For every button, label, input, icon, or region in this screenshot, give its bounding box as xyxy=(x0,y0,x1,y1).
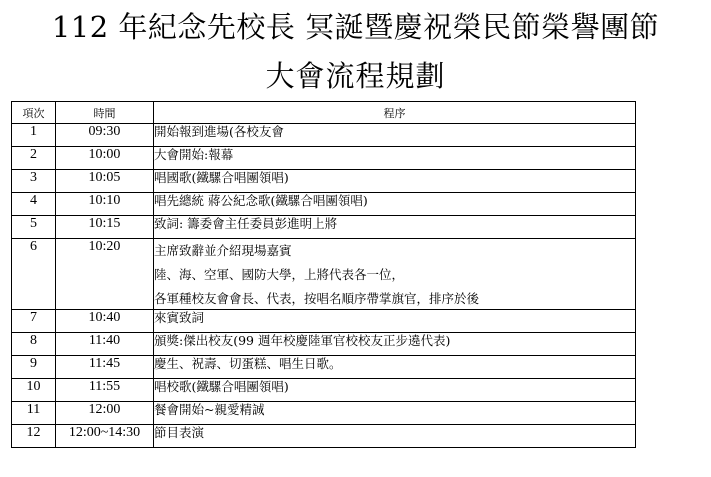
row-time: 12:00~14:30 xyxy=(56,425,154,448)
program-line: 慶生、祝壽、切蛋糕、唱生日歌。 xyxy=(154,356,342,371)
row-time: 10:00 xyxy=(56,147,154,170)
program-line: 主席致辭並介紹現場嘉賓 xyxy=(154,243,292,258)
table-row xyxy=(12,333,636,356)
row-program xyxy=(154,379,636,402)
row-time: 10:15 xyxy=(56,216,154,239)
table-row xyxy=(12,356,636,379)
program-line: 各軍種校友會會長、代表，按唱名順序帶掌旗官，排序於後 xyxy=(154,291,480,306)
row-number: 6 xyxy=(12,239,56,310)
row-number: 5 xyxy=(12,216,56,239)
row-program xyxy=(154,425,636,448)
row-number: 1 xyxy=(12,124,56,147)
program-line: 頒獎:傑出校友(99 週年校慶陸軍官校校友正步遶代表) xyxy=(154,333,451,348)
row-number: 8 xyxy=(12,333,56,356)
table-row xyxy=(12,193,636,216)
table-row xyxy=(12,402,636,425)
document-subtitle: 大會流程規劃 xyxy=(265,59,446,93)
row-program xyxy=(154,216,636,239)
table-row xyxy=(12,216,636,239)
header-time: 時間 xyxy=(56,102,154,124)
row-program xyxy=(154,170,636,193)
program-line: 唱校歌(鐵騾合唱團領唱) xyxy=(154,379,289,394)
row-time: 10:05 xyxy=(56,170,154,193)
program-line: 節目表演 xyxy=(154,425,205,440)
program-line: 致詞: 籌委會主任委員彭進明上將 xyxy=(154,216,338,231)
program-line: 唱國歌(鐵騾合唱團領唱) xyxy=(154,170,289,185)
row-time: 11:55 xyxy=(56,379,154,402)
table-header-row xyxy=(12,102,636,124)
header-program: 程序 xyxy=(154,102,636,124)
program-line: 來賓致詞 xyxy=(154,310,205,325)
row-time: 10:20 xyxy=(56,239,154,310)
row-program xyxy=(154,124,636,147)
row-program xyxy=(154,333,636,356)
row-program xyxy=(154,310,636,333)
document-title: 112 年紀念先校長 冥誕暨慶祝榮民節榮譽團節 xyxy=(51,10,660,44)
program-line: 大會開始:報幕 xyxy=(154,147,234,162)
row-time: 12:00 xyxy=(56,402,154,425)
row-number: 10 xyxy=(12,379,56,402)
table-row xyxy=(12,425,636,448)
row-number: 3 xyxy=(12,170,56,193)
row-time: 09:30 xyxy=(56,124,154,147)
row-program xyxy=(154,356,636,379)
program-line: 陸、海、空軍、國防大學，上將代表各一位， xyxy=(154,267,405,282)
table-row xyxy=(12,379,636,402)
row-time: 10:40 xyxy=(56,310,154,333)
row-number: 7 xyxy=(12,310,56,333)
row-number: 11 xyxy=(12,402,56,425)
program-line: 餐會開始~親愛精誠 xyxy=(154,402,265,417)
row-program xyxy=(154,402,636,425)
row-program xyxy=(154,193,636,216)
table-row xyxy=(12,147,636,170)
row-program xyxy=(154,239,636,310)
table-row xyxy=(12,239,636,310)
row-number: 9 xyxy=(12,356,56,379)
row-number: 4 xyxy=(12,193,56,216)
schedule-table xyxy=(11,101,636,448)
program-line: 開始報到進場(各校友會 xyxy=(154,124,284,139)
row-time: 11:45 xyxy=(56,356,154,379)
table-row xyxy=(12,310,636,333)
row-number: 12 xyxy=(12,425,56,448)
program-line: 唱先總統 蔣公紀念歌(鐵騾合唱團領唱) xyxy=(154,193,368,208)
table-row xyxy=(12,124,636,147)
header-item-no: 項次 xyxy=(12,102,56,124)
row-program xyxy=(154,147,636,170)
row-number: 2 xyxy=(12,147,56,170)
row-time: 10:10 xyxy=(56,193,154,216)
table-row xyxy=(12,170,636,193)
row-time: 11:40 xyxy=(56,333,154,356)
